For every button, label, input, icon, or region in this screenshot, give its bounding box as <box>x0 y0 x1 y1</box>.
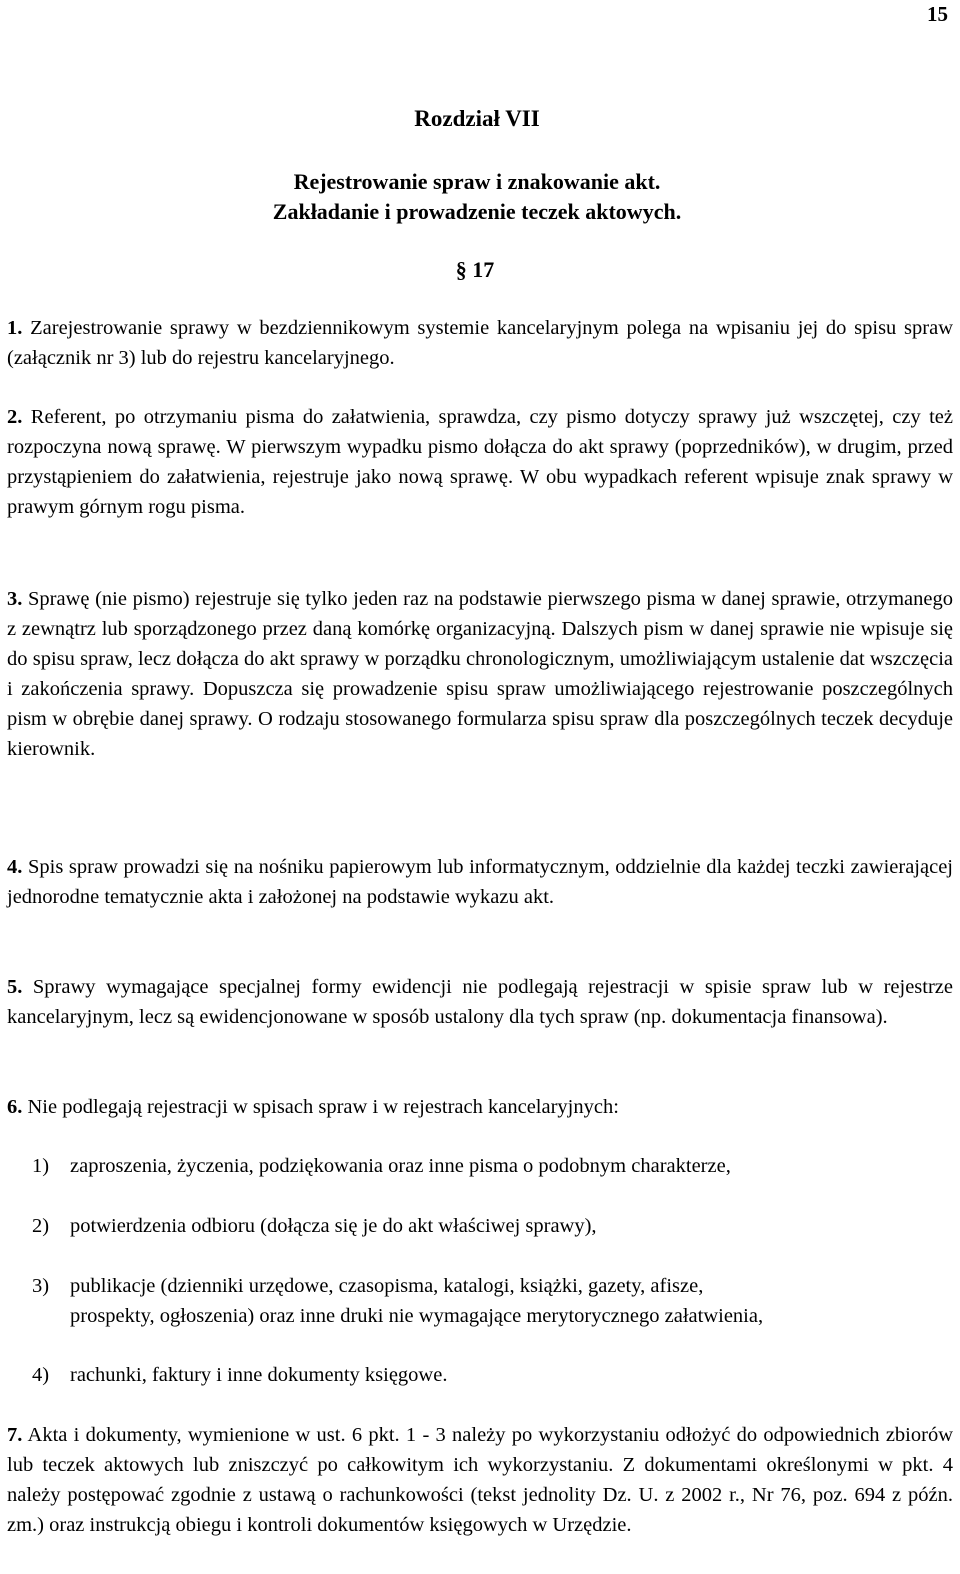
page-number: 15 <box>927 2 948 26</box>
paragraph-6 <box>7 1092 953 1122</box>
list-item <box>32 1211 952 1241</box>
paragraph-number: 4. <box>7 856 23 878</box>
list-item-text-continued: prospekty, ogłoszenia) oraz inne druki nie wymagające merytorycznego załatwienia, <box>70 1305 764 1327</box>
list-item-text: rachunki, faktury i inne dokumenty księgowe. <box>70 1364 448 1386</box>
paragraph-text: Sprawę (nie pismo) rejestruje się tylko jeden raz na podstawie pierwszego pisma w danej sprawie, otrzymanego z zewnątrz lub sporządzonego przez daną komórkę organizacyjną. Dalszych pism w danej sprawie nie wpisuje się do spisu spraw, lecz dołącza do akt sprawy w porządku chronologicznym, umożliwiającym ustalenie dat wszczęcia i zakończenia sprawy. Dopuszcza się prowadzenie spisu spraw umożliwiającego rejestrowanie poszczególnych pism w obrębie danej sprawy. O rodzaju stosowanego formularza spisu spraw dla poszczególnych teczek decyduje kierownik. <box>7 588 953 760</box>
subtitle-line-1: Rejestrowanie spraw i znakowanie akt. <box>293 169 661 194</box>
paragraph-5 <box>7 972 953 1032</box>
paragraph-4 <box>7 852 953 912</box>
list-item-number: 1) <box>32 1155 50 1177</box>
paragraph-number: 7. <box>7 1424 23 1446</box>
list-item-text: potwierdzenia odbioru (dołącza się je do akt właściwej sprawy), <box>70 1215 597 1237</box>
paragraph-number: 5. <box>7 976 23 998</box>
paragraph-number: 1. <box>7 317 23 339</box>
paragraph-3 <box>7 584 953 764</box>
paragraph-text: Sprawy wymagające specjalnej formy ewidencji nie podlegają rejestracji w spisie spraw lub w rejestrze kancelaryjnym, lecz są ewidencjonowane w sposób ustalony dla tych spraw (np. dokumentacja finansowa). <box>7 976 954 1028</box>
paragraph-2 <box>7 402 953 522</box>
paragraph-number: 6. <box>7 1096 23 1118</box>
paragraph-text: Akta i dokumenty, wymienione w ust. 6 pkt. 1 - 3 należy po wykorzystaniu odłożyć do odpowiednich zbiorów lub teczek aktowych lub zniszczyć po całkowitym ich wykorzystaniu. Z dokumentami określonymi w pkt. 4 należy postępować zgodnie z ustawą o rachunkowości (tekst jednolity Dz. U. z 2002 r., Nr 76, poz. 694 z późn. zm.) oraz instrukcją obiegu i kontroli dokumentów księgowych w Urzędzie. <box>7 1424 953 1536</box>
paragraph-number: 3. <box>7 588 23 610</box>
paragraph-1 <box>7 313 953 373</box>
paragraph-text: Referent, po otrzymaniu pisma do załatwienia, sprawdza, czy pismo dotyczy sprawy już wszczętej, czy też rozpoczyna nową sprawę. W pierwszym wypadku pismo dołącza do akt sprawy (poprzedników), w drugim, przed przystąpieniem do załatwienia, rejestruje jako nową sprawę. W obu wypadkach referent wpisuje znak sprawy w prawym górnym rogu pisma. <box>7 406 954 518</box>
list-item-number: 4) <box>32 1364 50 1386</box>
paragraph-number: 2. <box>7 406 23 428</box>
section-number: § 17 <box>455 257 495 282</box>
paragraph-7 <box>7 1420 953 1540</box>
list-item-number: 3) <box>32 1275 50 1297</box>
list-item-text: publikacje (dzienniki urzędowe, czasopisma, katalogi, książki, gazety, afisze, <box>70 1275 704 1297</box>
list-item <box>32 1271 952 1331</box>
list-item-number: 2) <box>32 1215 50 1237</box>
chapter-subtitle <box>0 167 954 227</box>
list-item <box>32 1360 952 1390</box>
subtitle-line-2: Zakładanie i prowadzenie teczek aktowych. <box>272 199 682 224</box>
list-item-text: zaproszenia, życzenia, podziękowania oraz inne pisma o podobnym charakterze, <box>70 1155 731 1177</box>
list-item <box>32 1151 952 1181</box>
paragraph-text: Nie podlegają rejestracji w spisach spraw i w rejestrach kancelaryjnych: <box>27 1096 619 1118</box>
paragraph-text: Zarejestrowanie sprawy w bezdziennikowym systemie kancelaryjnym polega na wpisaniu jej do spisu spraw (załącznik nr 3) lub do rejestru kancelaryjnego. <box>7 317 954 369</box>
chapter-title: Rozdział VII <box>414 106 540 131</box>
paragraph-text: Spis spraw prowadzi się na nośniku papierowym lub informatycznym, oddzielnie dla każdej teczki zawierającej jednorodne tematycznie akta i założonej na podstawie wykazu akt. <box>7 856 953 908</box>
